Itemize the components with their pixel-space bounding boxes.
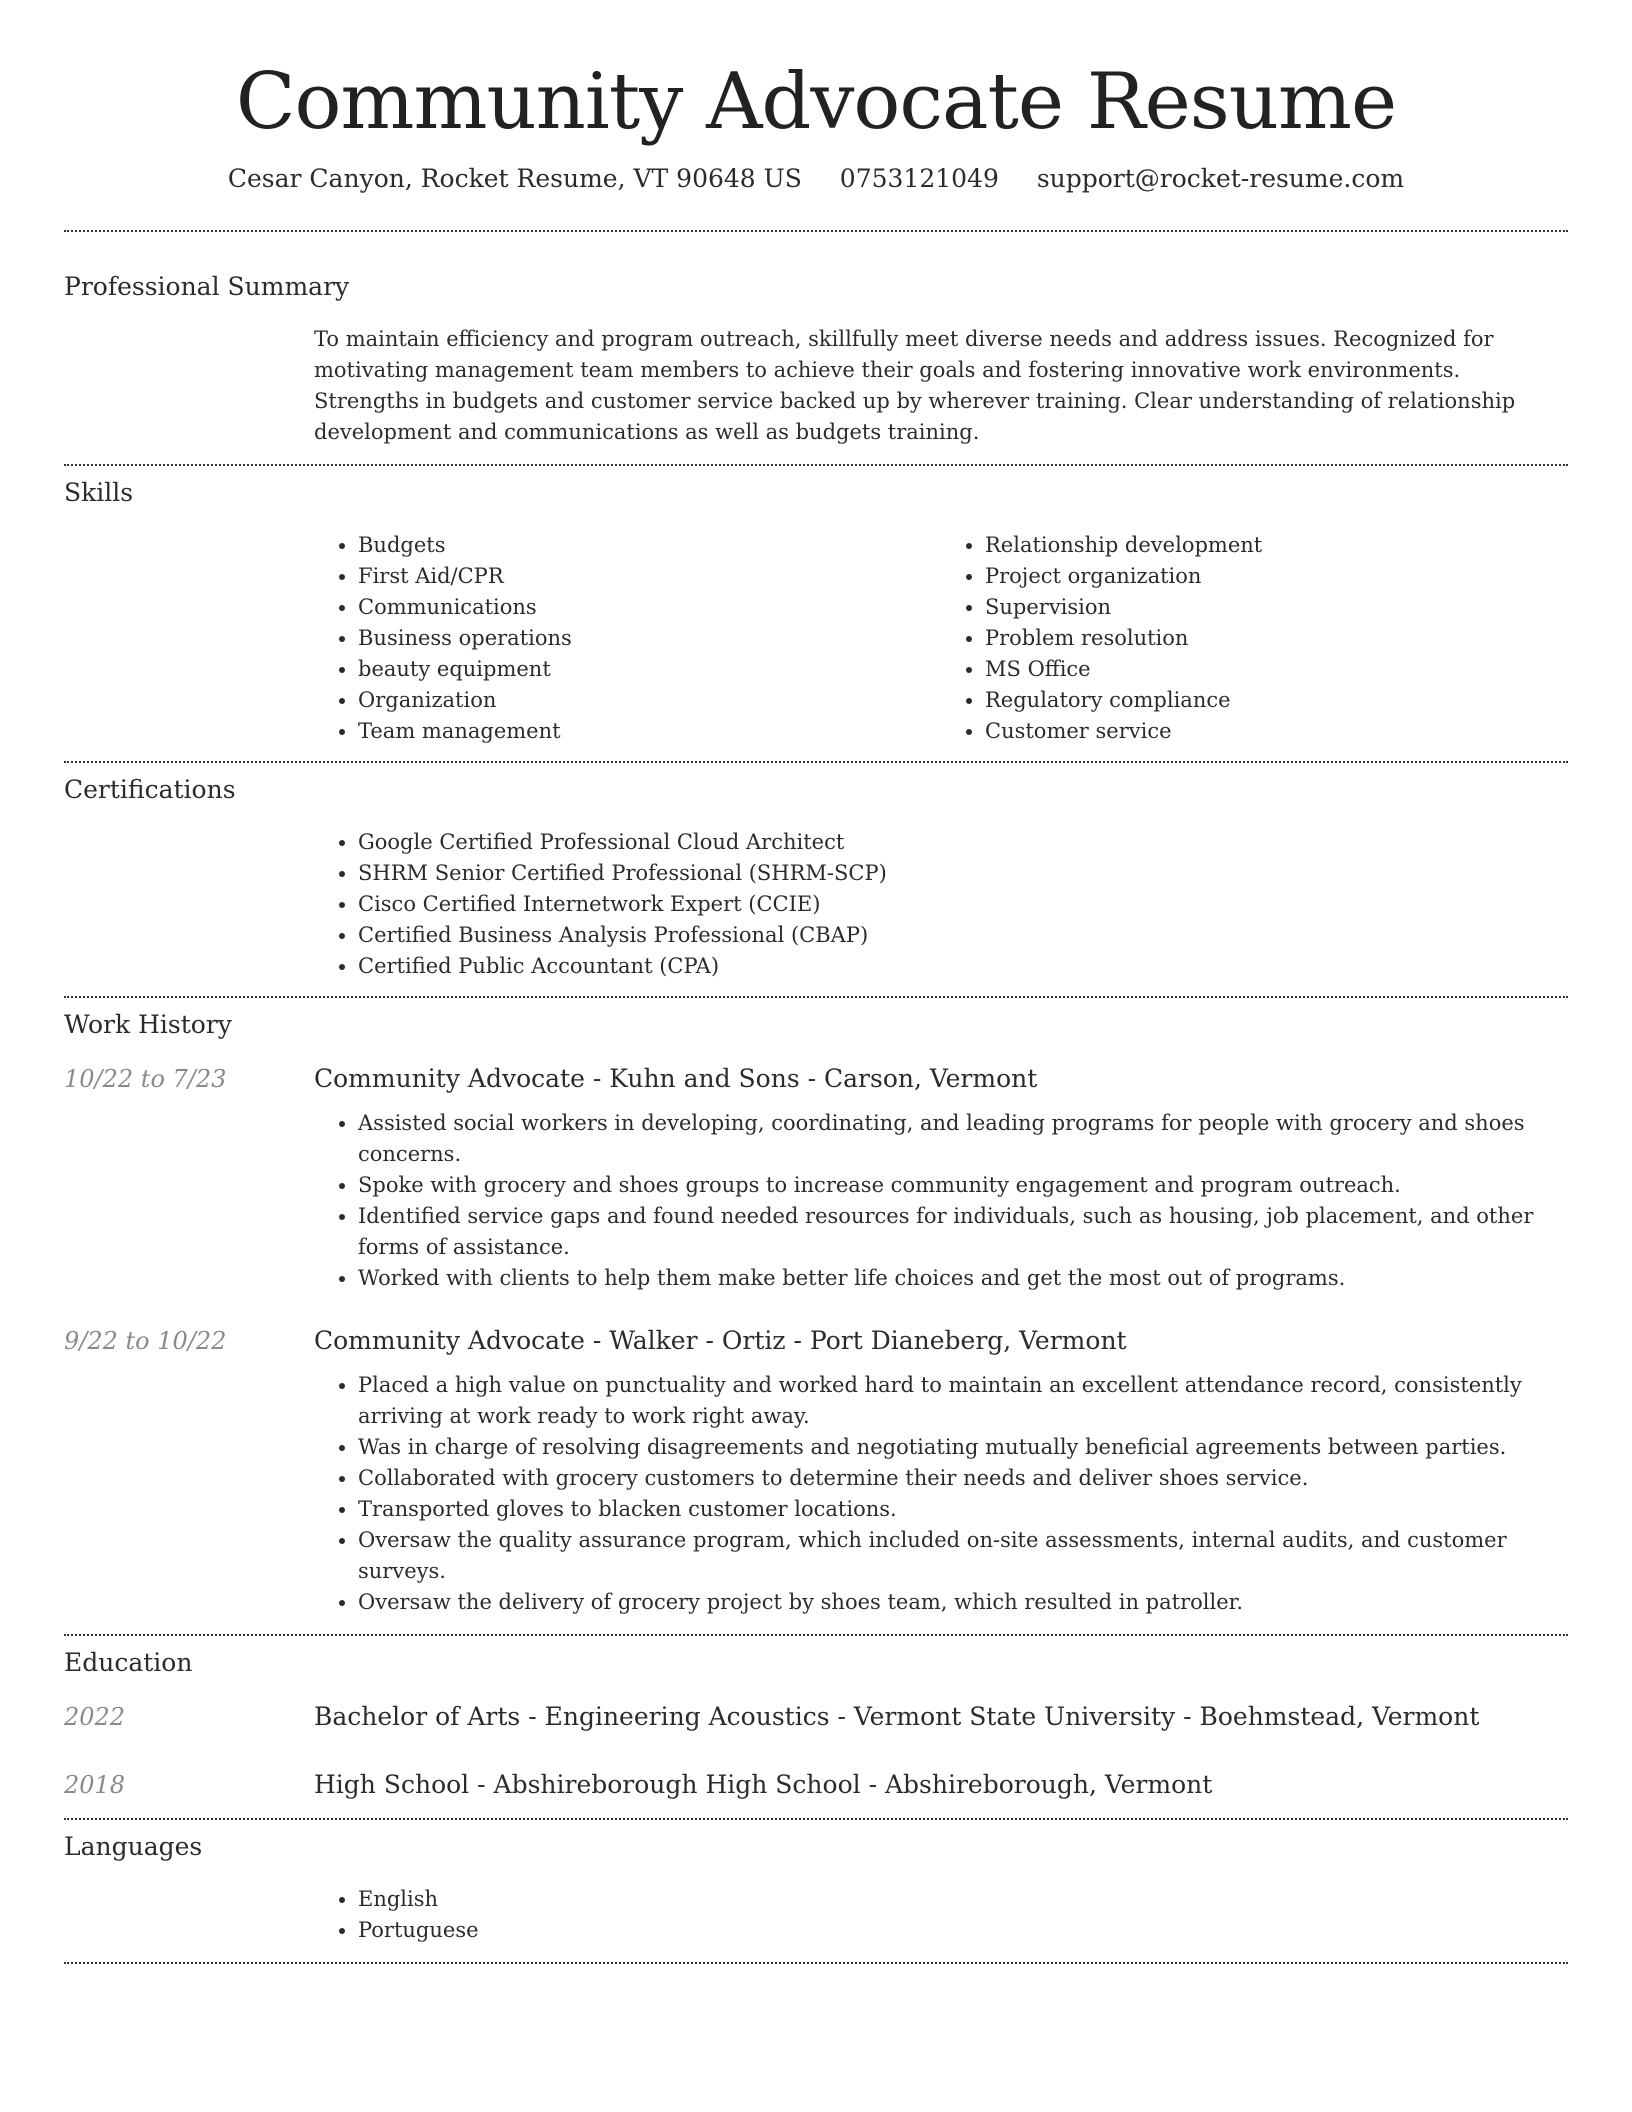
skills-list-right bbox=[941, 530, 1568, 747]
list-item: • MS Office bbox=[985, 654, 1568, 685]
summary-heading: Professional Summary bbox=[64, 272, 350, 301]
list-item: • Was in charge of resolving disagreements and negotiating mutually beneficial agreements between parties. bbox=[358, 1432, 1568, 1463]
summary-body bbox=[314, 324, 1568, 448]
skills-grid bbox=[314, 530, 1568, 747]
contact-phone: 0753121049 bbox=[839, 164, 999, 193]
job-heading: Community Advocate - Kuhn and Sons - Carson, Vermont bbox=[314, 1064, 1038, 1093]
list-item: • Portuguese bbox=[358, 1915, 1568, 1946]
list-item: • Supervision bbox=[985, 592, 1568, 623]
list-item: • Spoke with grocery and shoes groups to increase community engagement and program outreach. bbox=[358, 1170, 1568, 1201]
certifications-list bbox=[314, 827, 1568, 982]
job-heading: Community Advocate - Walker - Ortiz - Port Dianeberg, Vermont bbox=[314, 1326, 1127, 1355]
contact-address: Cesar Canyon, Rocket Resume, VT 90648 US bbox=[227, 164, 802, 193]
list-item: • Communications bbox=[358, 592, 941, 623]
resume-page bbox=[64, 0, 1568, 1964]
list-item: • Customer service bbox=[985, 716, 1568, 747]
resume-title: Community Advocate Resume bbox=[235, 57, 1397, 147]
list-item: • beauty equipment bbox=[358, 654, 941, 685]
list-item: • Oversaw the quality assurance program, which included on-site assessments, internal audits, and customer surveys. bbox=[358, 1525, 1568, 1587]
list-item: • Placed a high value on punctuality and worked hard to maintain an excellent attendance record, consistently arriving at work ready to work right away. bbox=[358, 1370, 1568, 1432]
education-entry bbox=[64, 1768, 1568, 1802]
skills-list-left bbox=[314, 530, 941, 747]
list-item: • Identified service gaps and found needed resources for individuals, such as housing, job placement, and other forms of assistance. bbox=[358, 1201, 1568, 1263]
education-year: 2022 bbox=[64, 1703, 126, 1731]
list-item: • Business operations bbox=[358, 623, 941, 654]
list-item: • Transported gloves to blacken customer locations. bbox=[358, 1494, 1568, 1525]
job-content bbox=[314, 1324, 1568, 1618]
job-bullets bbox=[314, 1108, 1568, 1294]
certifications-section bbox=[64, 763, 1568, 996]
languages-section bbox=[64, 1820, 1568, 1962]
skills-heading: Skills bbox=[64, 478, 134, 507]
education-section bbox=[64, 1636, 1568, 1818]
summary-section bbox=[64, 232, 1568, 464]
section-divider bbox=[64, 1962, 1568, 1964]
summary-text: To maintain efficiency and program outreach, skillfully meet diverse needs and address issues. Recognized for motivating management team members to achieve their goals and fostering innovative work environments. Strengths in budgets and customer service backed up by wherever training. Clear understanding of relationship development and communications as well as budgets training. bbox=[314, 327, 1516, 444]
contact-email: support@rocket-resume.com bbox=[1036, 164, 1405, 193]
list-item: • English bbox=[358, 1884, 1568, 1915]
job-entry bbox=[64, 1324, 1568, 1618]
education-year: 2018 bbox=[64, 1771, 126, 1799]
certifications-heading: Certifications bbox=[64, 775, 236, 804]
list-item: • Regulatory compliance bbox=[985, 685, 1568, 716]
list-item: • Problem resolution bbox=[985, 623, 1568, 654]
work-section bbox=[64, 998, 1568, 1634]
list-item: • Organization bbox=[358, 685, 941, 716]
education-heading-text: Bachelor of Arts - Engineering Acoustics - Vermont State University - Boehmstead, Vermont bbox=[314, 1702, 1480, 1731]
list-item: • Certified Business Analysis Professional (CBAP) bbox=[358, 920, 1568, 951]
certifications-body bbox=[314, 827, 1568, 982]
list-item: • Budgets bbox=[358, 530, 941, 561]
work-heading: Work History bbox=[64, 1010, 232, 1039]
languages-body bbox=[314, 1884, 1568, 1946]
list-item: • Certified Public Accountant (CPA) bbox=[358, 951, 1568, 982]
list-item: • Worked with clients to help them make better life choices and get the most out of programs. bbox=[358, 1263, 1568, 1294]
list-item: • First Aid/CPR bbox=[358, 561, 941, 592]
education-heading-text: High School - Abshireborough High School - Abshireborough, Vermont bbox=[314, 1770, 1213, 1799]
job-dates: 10/22 to 7/23 bbox=[64, 1065, 227, 1093]
list-item: • Project organization bbox=[985, 561, 1568, 592]
list-item: • Assisted social workers in developing, coordinating, and leading programs for people with grocery and shoes concerns. bbox=[358, 1108, 1568, 1170]
list-item: • Relationship development bbox=[985, 530, 1568, 561]
list-item: • Cisco Certified Internetwork Expert (CCIE) bbox=[358, 889, 1568, 920]
skills-section bbox=[64, 466, 1568, 761]
job-entry bbox=[64, 1062, 1568, 1294]
list-item: • Google Certified Professional Cloud Architect bbox=[358, 827, 1568, 858]
job-content bbox=[314, 1062, 1568, 1294]
list-item: • Collaborated with grocery customers to determine their needs and deliver shoes service. bbox=[358, 1463, 1568, 1494]
education-heading: Education bbox=[64, 1648, 193, 1677]
list-item: • SHRM Senior Certified Professional (SHRM-SCP) bbox=[358, 858, 1568, 889]
list-item: • Team management bbox=[358, 716, 941, 747]
languages-heading: Languages bbox=[64, 1832, 203, 1861]
list-item: • Oversaw the delivery of grocery project by shoes team, which resulted in patroller. bbox=[358, 1587, 1568, 1618]
job-bullets bbox=[314, 1370, 1568, 1618]
education-entry bbox=[64, 1700, 1568, 1734]
job-dates: 9/22 to 10/22 bbox=[64, 1327, 227, 1355]
languages-list bbox=[314, 1884, 1568, 1946]
contact-line bbox=[64, 162, 1568, 196]
